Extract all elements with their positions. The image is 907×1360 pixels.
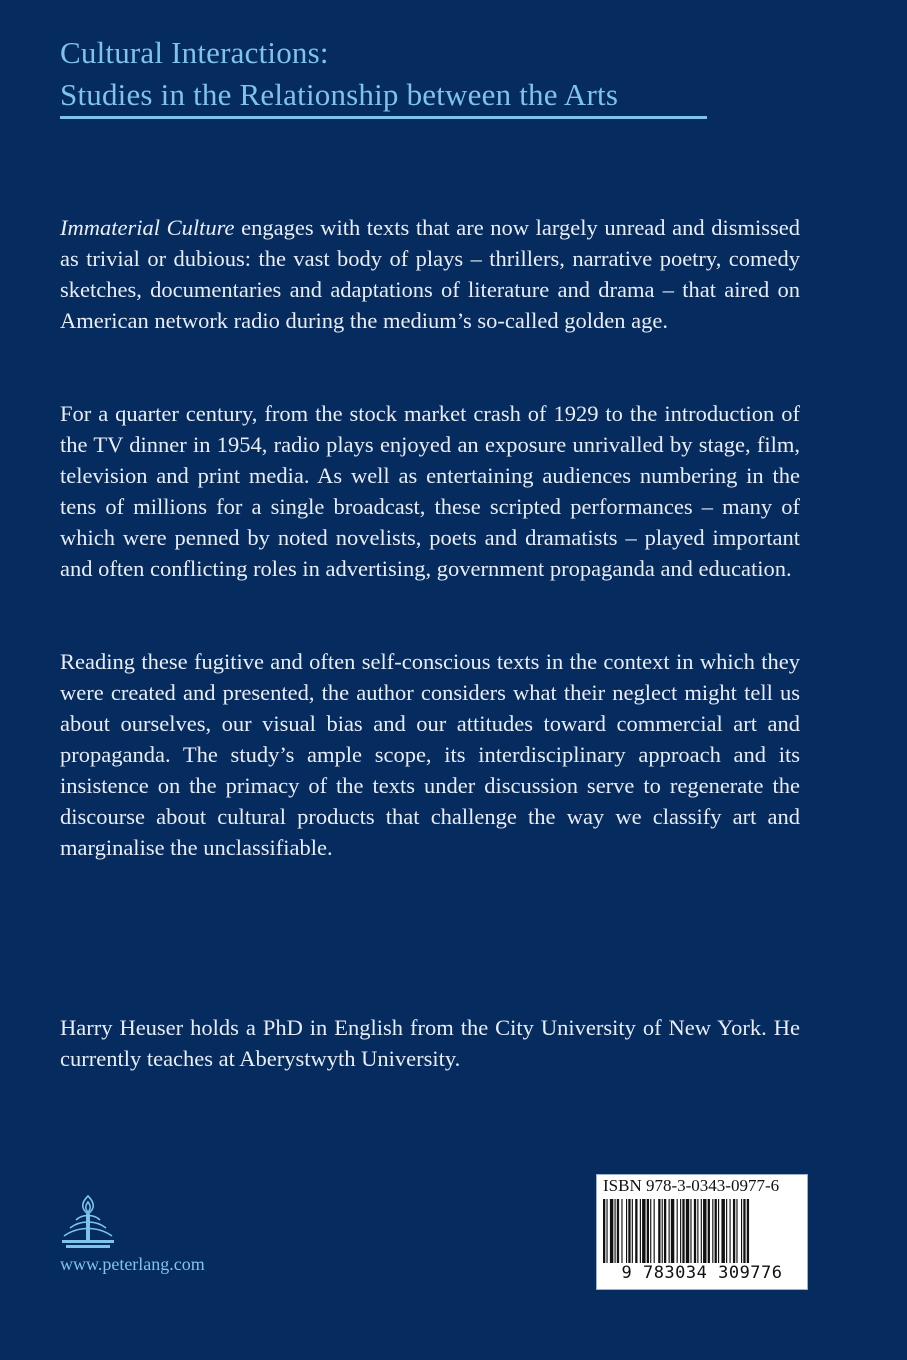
author-bio bbox=[60, 1012, 800, 1074]
series-title-line-2: Studies in the Relationship between the Arts bbox=[60, 77, 619, 112]
blurb-paragraph-1-text: engages with texts that are now largely unread and dismissed as trivial or dubious: the vast body of plays – thrillers, narrative poetry, comedy sketches, documentaries and adaptations of literature and drama – that aired on American network radio during the medium’s so-called golden age. bbox=[60, 215, 800, 333]
blurb-paragraph-1 bbox=[60, 212, 800, 336]
blurb-paragraph-2-text: For a quarter century, from the stock market crash of 1929 to the introduction of the TV dinner in 1954, radio plays enjoyed an exposure unrivalled by stage, film, television and print media. As well as entertaining audiences numbering in the tens of millions for a single broadcast, these scripted performances – many of which were penned by noted novelists, poets and dramatists – played important and often conflicting roles in advertising, government propaganda and education. bbox=[60, 401, 800, 581]
peter-lang-logo-icon bbox=[56, 1192, 120, 1252]
series-title-line-1: Cultural Interactions: bbox=[60, 35, 329, 70]
barcode-digits: 9 783034 309776 bbox=[601, 1263, 803, 1283]
isbn-barcode-box bbox=[596, 1174, 808, 1290]
publisher-website-link[interactable]: www.peterlang.com bbox=[60, 1254, 205, 1274]
blurb-paragraph-2 bbox=[60, 398, 800, 584]
series-underline bbox=[60, 116, 707, 119]
blurb-paragraph-3-text: Reading these fugitive and often self-conscious texts in the context in which they were created and presented, the author considers what their neglect might tell us about ourselves, our visual bias and our attitudes toward commercial art and propaganda. The study’s ample scope, its interdisciplinary approach and its insistence on the primacy of the texts under discussion serve to regenerate the discourse about cultural products that challenge the way we classify art and marginalise the unclassifiable. bbox=[60, 649, 800, 860]
barcode-icon bbox=[601, 1199, 803, 1269]
isbn-label: ISBN 978-3-0343-0977-6 bbox=[603, 1176, 780, 1195]
author-bio-text: Harry Heuser holds a PhD in English from the City University of New York. He currently teaches at Aberystwyth University. bbox=[60, 1015, 800, 1071]
blurb-paragraph-3 bbox=[60, 646, 800, 863]
series-header bbox=[60, 32, 710, 116]
book-title-italic: Immaterial Culture bbox=[60, 215, 235, 240]
